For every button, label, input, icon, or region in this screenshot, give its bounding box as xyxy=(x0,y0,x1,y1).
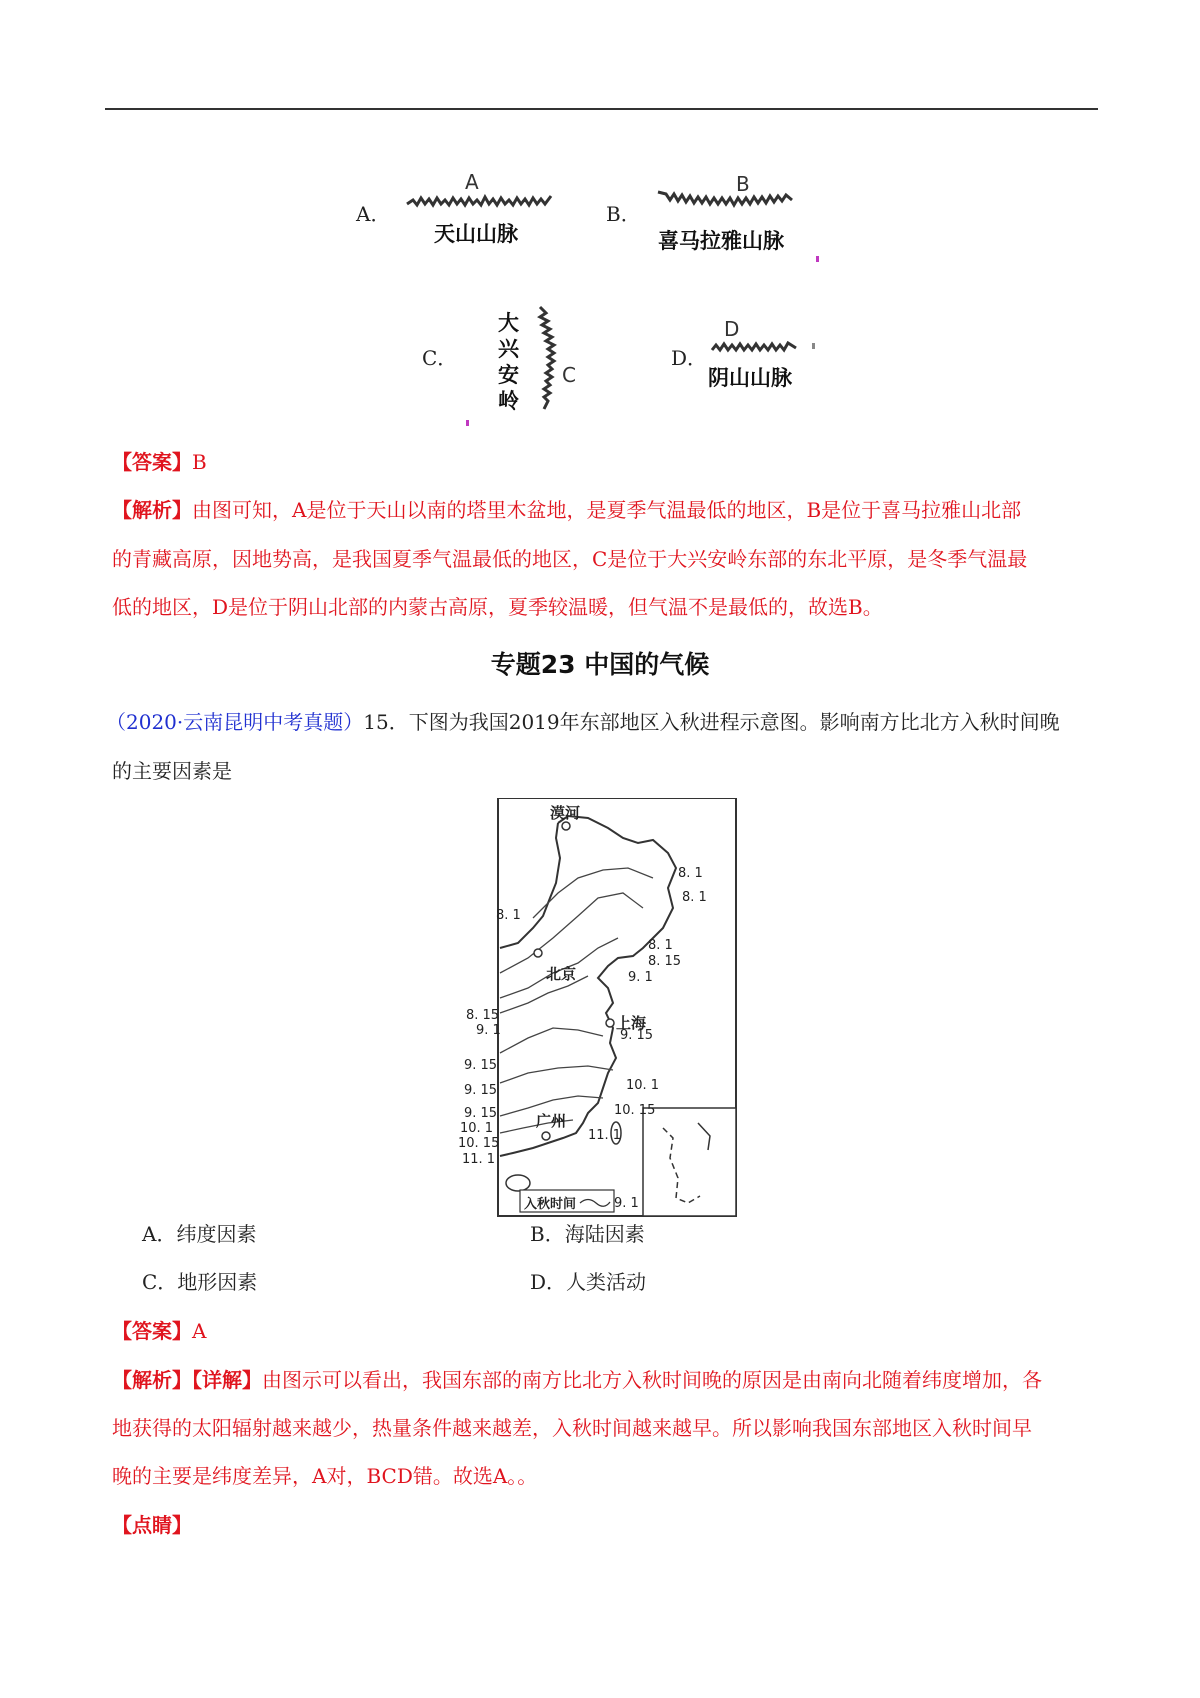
option-c-name: 大 兴 安 岭 xyxy=(498,311,519,413)
city-label-mohe: 漠河 xyxy=(550,804,581,822)
choice-c: C．地形因素 xyxy=(142,1270,258,1294)
iso-label: 8. 15 xyxy=(648,954,682,969)
mountain-range-c-icon xyxy=(530,305,570,415)
analysis-1-line-2: 的青藏高原，因地势高，是我国夏季气温最低的地区，C是位于大兴安岭东部的东北平原，是冬季气温最 xyxy=(112,547,1028,571)
answer-2: 【答案】A xyxy=(112,1319,207,1343)
iso-label: 10. 1 xyxy=(460,1121,494,1136)
analysis-2-line-1: 【解析】【详解】由图示可以看出，我国东部的南方比北方入秋时间晚的原因是由南向北随着纬度增加，各 xyxy=(112,1368,1042,1392)
option-d-letter: D． xyxy=(671,346,708,370)
header-rule xyxy=(105,108,1098,110)
iso-label: 9. 1 xyxy=(628,970,653,985)
iso-label: 9. 1 xyxy=(476,1023,501,1038)
question-15-line-1: （2020·云南昆明中考真题）15．下图为我国2019年东部地区入秋进程示意图。影响南方比北方入秋时间晚 xyxy=(106,710,1060,734)
analysis-2-line-2: 地获得的太阳辐射越来越少，热量条件越来越差，入秋时间越来越早。所以影响我国东部地区入秋时间早 xyxy=(112,1416,1032,1440)
mountain-range-a-icon xyxy=(405,190,555,212)
note-label: 【点睛】 xyxy=(112,1513,192,1537)
option-b-letter: B． xyxy=(606,202,641,226)
analysis-2-line-3: 晚的主要是纬度差异，A对，BCD错。故选A。。 xyxy=(112,1464,538,1488)
choice-b: B．海陆因素 xyxy=(530,1222,645,1246)
analysis-1-line-1: 【解析】由图可知，A是位于天山以南的塔里木盆地，是夏季气温最低的地区，B是位于喜马拉雅山北部 xyxy=(112,498,1022,522)
iso-label: 11. 1 xyxy=(588,1128,622,1143)
choice-d: D．人类活动 xyxy=(530,1270,647,1294)
option-c-letter: C． xyxy=(422,346,458,370)
option-b-name: 喜马拉雅山脉 xyxy=(658,229,784,253)
option-a-name: 天山山脉 xyxy=(434,222,518,246)
iso-label: 8. 1 xyxy=(648,938,673,953)
iso-label: 8. 15 xyxy=(466,1008,500,1023)
analysis-1-line-3: 低的地区，D是位于阴山北部的内蒙古高原，夏季较温暖，但气温不是最低的，故选B。 xyxy=(112,595,883,619)
mountain-range-d-icon xyxy=(710,338,800,356)
iso-label: 10. 15 xyxy=(614,1103,656,1118)
iso-label: 9. 15 xyxy=(464,1058,498,1073)
iso-label: 11. 1 xyxy=(462,1152,496,1167)
mountain-range-b-icon xyxy=(656,188,796,212)
topic-title: 专题23 中国的气候 xyxy=(490,650,710,679)
option-d-name: 阴山山脉 xyxy=(708,366,792,390)
legend-text: 入秋时间 xyxy=(524,1197,577,1212)
option-b-tag: B xyxy=(736,172,750,196)
legend-value: 9. 1 xyxy=(614,1196,639,1211)
stray-mark xyxy=(812,343,815,349)
iso-label: 9. 15 xyxy=(464,1083,498,1098)
iso-label: 9. 15 xyxy=(464,1106,498,1121)
question-15-line-2: 的主要因素是 xyxy=(112,759,232,783)
iso-label: 10. 1 xyxy=(626,1078,660,1093)
iso-label: 10. 15 xyxy=(458,1136,500,1151)
answer-1: 【答案】B xyxy=(112,450,207,474)
option-c-tag: C xyxy=(562,363,576,387)
option-a-tag: A xyxy=(465,170,479,194)
iso-label: 8. 1 xyxy=(682,890,707,905)
iso-label: 8. 1 xyxy=(678,866,703,881)
iso-label: 8. 1 xyxy=(496,908,521,923)
city-label-beijing: 北京 xyxy=(546,965,577,983)
choice-a: A．纬度因素 xyxy=(142,1222,257,1246)
stray-mark xyxy=(466,420,469,426)
option-d-tag: D xyxy=(724,317,740,341)
city-label-shanghai: 上海 xyxy=(616,1014,647,1032)
city-label-guangzhou: 广州 xyxy=(536,1112,567,1130)
iso-label: 9. 15 xyxy=(620,1028,654,1043)
option-a-letter: A． xyxy=(356,202,391,226)
map-labels xyxy=(438,798,738,1218)
stray-mark xyxy=(816,256,819,262)
